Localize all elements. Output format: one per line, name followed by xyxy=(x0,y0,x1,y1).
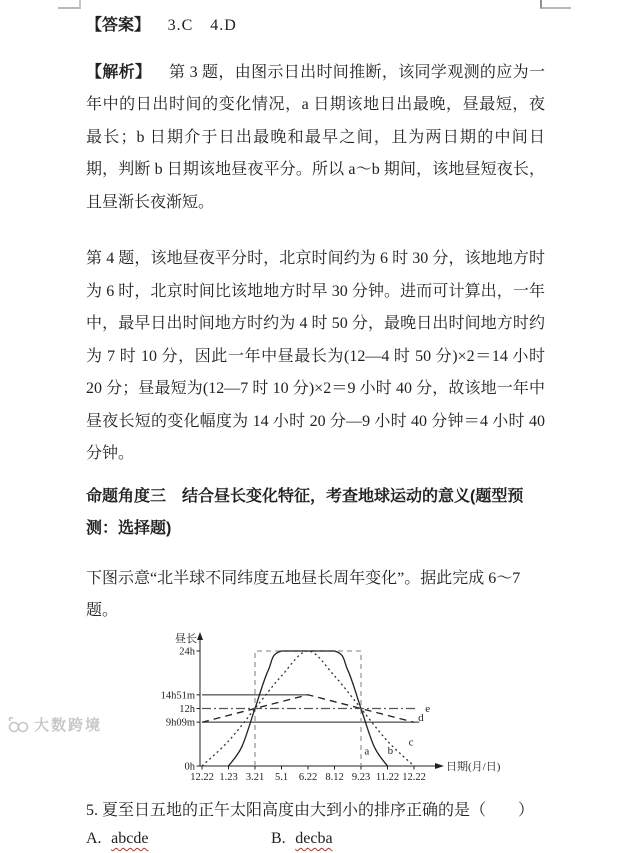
svg-text:0h: 0h xyxy=(184,761,195,772)
svg-text:a: a xyxy=(364,745,370,757)
svg-text:昼长: 昼长 xyxy=(175,632,197,645)
option-b xyxy=(271,825,456,853)
answer-line xyxy=(86,10,545,43)
watermark-logo-icon xyxy=(6,715,30,735)
svg-text:9.23: 9.23 xyxy=(351,771,371,783)
svg-text:6.22: 6.22 xyxy=(298,771,318,783)
svg-text:24h: 24h xyxy=(179,646,195,657)
option-a-value: abcde xyxy=(111,830,149,847)
answer-label: 【答案】 xyxy=(86,17,151,34)
watermark-text: 大数跨境 xyxy=(34,717,103,734)
option-a-label: A. xyxy=(86,830,102,847)
section-heading: 命题角度三 结合昼长变化特征，考查地球运动的意义(题型预测：选择题) xyxy=(86,487,524,537)
svg-text:9h09m: 9h09m xyxy=(165,717,195,729)
svg-text:e: e xyxy=(425,702,431,715)
corner-mark-left xyxy=(58,0,81,9)
svg-text:d: d xyxy=(418,711,424,724)
analysis-paragraph-2: 第 4 题，该地昼夜平分时，北京时间约为 6 时 30 分，该地地方时为 6 时，北京时间比该地地方时早 30 分钟。进而可计算出，一年中，最早日出时间地方时约为 4 时 50 分，最晚日出时间地方时约为 7 时 10 分，因此一年中昼最长为(12—4 时 50 分)×2＝14 小时 20 分；昼最短为(12—7 时 10 分)×2＝9 小时 40 分，故该地一年中昼夜长短的变化幅度为 14 小时 20 分—9 小时 40 分钟＝4 小时 40 分钟。 xyxy=(86,250,545,462)
analysis-paragraph-1 xyxy=(86,57,545,220)
question-5-options xyxy=(86,825,545,853)
svg-text:11.22: 11.22 xyxy=(375,771,400,783)
svg-text:12h: 12h xyxy=(179,703,195,715)
svg-text:14h51m: 14h51m xyxy=(160,689,195,701)
intro-text: 下图示意“北半球不同纬度五地昼长周年变化”。据此完成 6～7 题。 xyxy=(86,569,521,619)
option-b-value: decba xyxy=(295,830,333,847)
option-b-label: B. xyxy=(271,830,286,847)
svg-text:3.21: 3.21 xyxy=(245,771,265,783)
daylength-chart-figure xyxy=(150,630,545,791)
svg-text:c: c xyxy=(408,735,414,748)
analysis-label: 【解析】 xyxy=(86,63,152,81)
svg-text:b: b xyxy=(387,744,394,757)
svg-text:日期(月/日): 日期(月/日) xyxy=(446,760,500,773)
svg-text:1.23: 1.23 xyxy=(219,771,238,783)
svg-text:5.1: 5.1 xyxy=(274,771,289,783)
question-5-text: 5. 夏至日五地的正午太阳高度由大到小的排序正确的是（ ） xyxy=(86,801,535,819)
daylength-chart xyxy=(150,630,500,786)
svg-text:12.22: 12.22 xyxy=(190,771,214,783)
option-a xyxy=(86,825,271,853)
corner-mark-right xyxy=(540,0,571,9)
answer-values: 3.C 4.D xyxy=(167,17,237,34)
watermark xyxy=(6,714,102,735)
svg-text:8.12: 8.12 xyxy=(325,771,344,783)
svg-text:12.22: 12.22 xyxy=(402,771,426,783)
analysis-text-1: 第 3 题，由图示日出时间推断，该同学观测的应为一年中的日出时间的变化情况，a 日期该地日出最晚，昼最短，夜最长；b 日期介于日出最晚和最早之间，且为两日期的中间日期，判断 b 日期该地昼夜平分。所以 a～b 期间，该地昼短夜长，且昼渐长夜渐短。 xyxy=(86,63,545,211)
